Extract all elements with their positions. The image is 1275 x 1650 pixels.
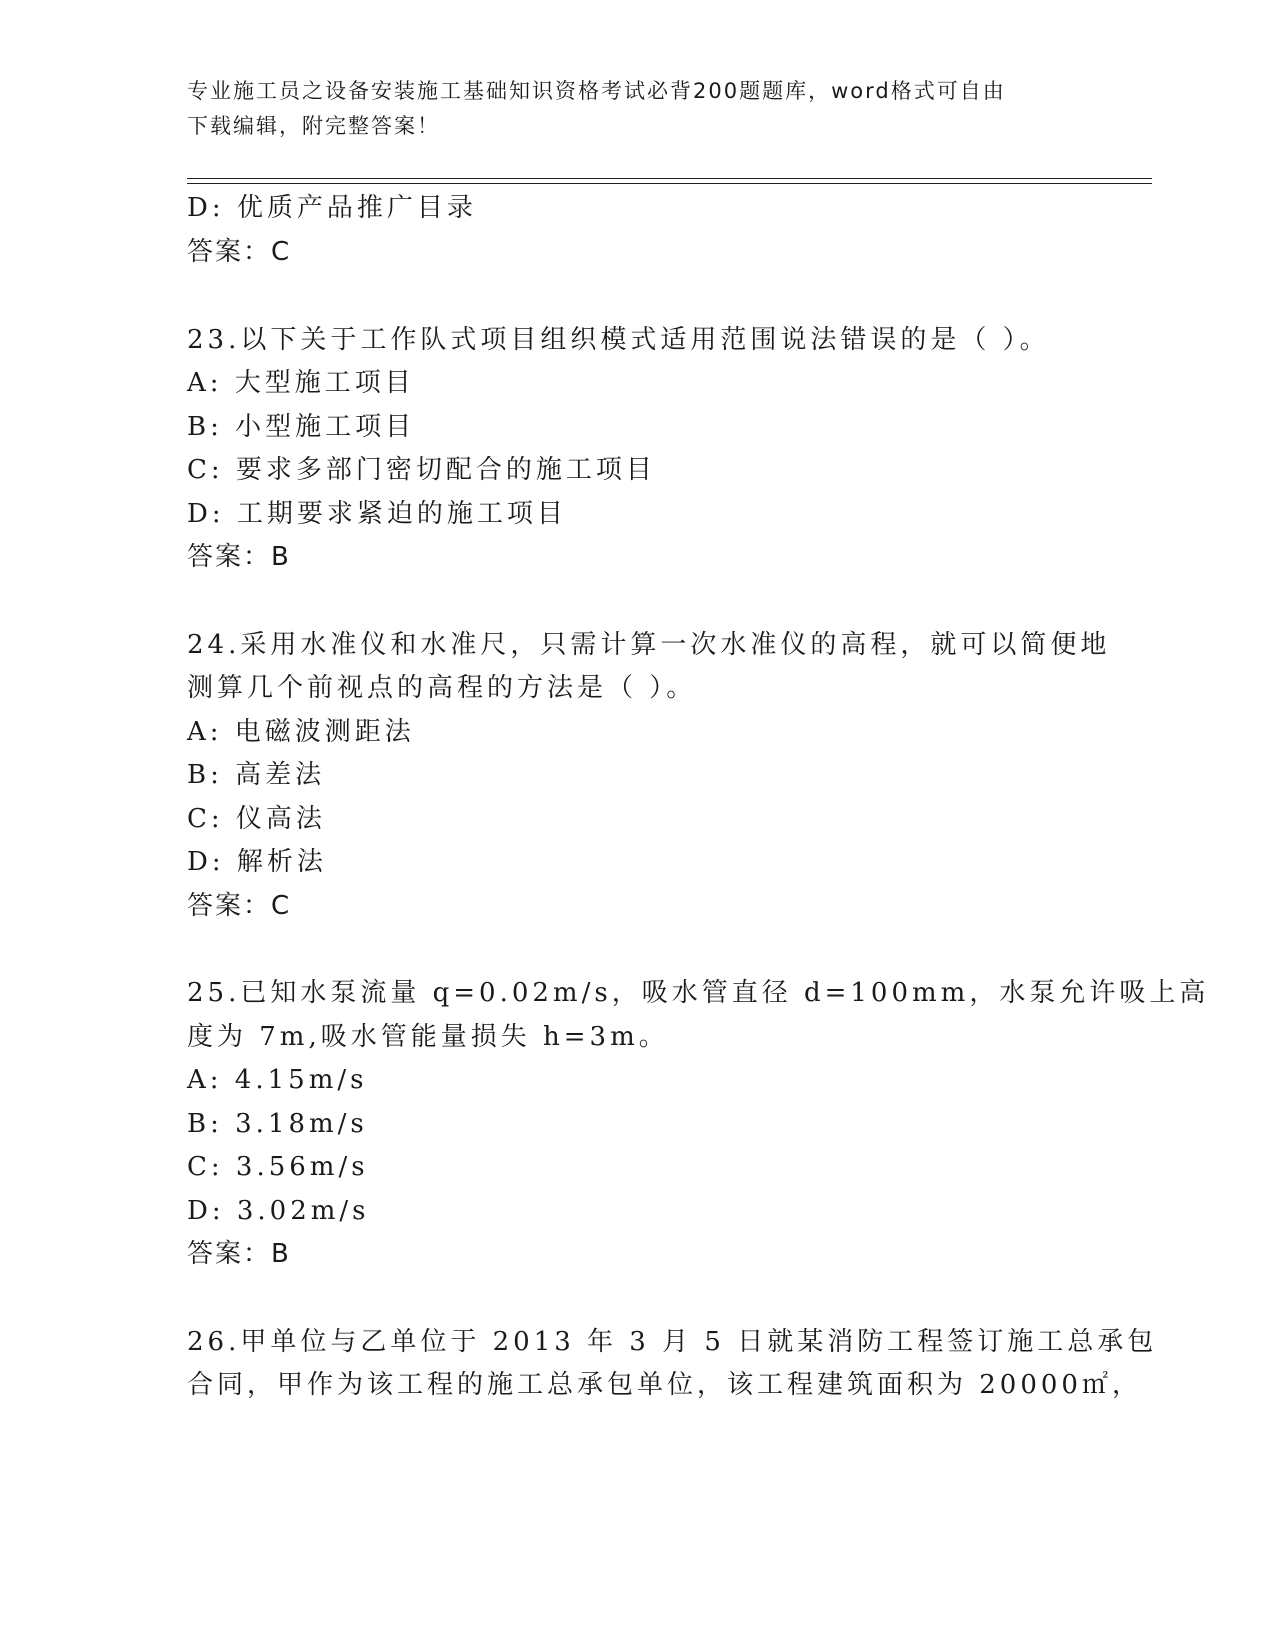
q24-answer: 答案：C: [187, 891, 292, 921]
q25-option-d: D: 3.02m/s: [187, 1196, 370, 1226]
q23-option-b: B: 小型施工项目: [187, 412, 416, 442]
q26-stem-line-2: 合同，甲作为该工程的施工总承包单位，该工程建筑面积为 20000㎡，: [187, 1370, 1142, 1400]
header-line-1: 专业施工员之设备安装施工基础知识资格考试必背200题题库，word格式可自由: [187, 79, 1006, 103]
q23-answer: 答案：B: [187, 542, 291, 572]
q24-stem-line-2: 测算几个前视点的高程的方法是（ ）。: [187, 673, 697, 703]
q25-stem-line-2: 度为 7m,吸水管能量损失 h=3m。: [187, 1022, 669, 1052]
document-header: [187, 74, 1067, 144]
q24-option-d: D: 解析法: [187, 847, 327, 877]
q23-option-a: A: 大型施工项目: [187, 368, 415, 398]
q26-stem-line-1: 26.甲单位与乙单位于 2013 年 3 月 5 日就某消防工程签订施工总承包: [187, 1327, 1158, 1357]
q24-option-a: A: 电磁波测距法: [187, 717, 415, 747]
q23-stem: 23.以下关于工作队式项目组织模式适用范围说法错误的是（ ）。: [187, 325, 1050, 355]
header-divider-top: [187, 178, 1152, 179]
q23-option-d: D: 工期要求紧迫的施工项目: [187, 499, 567, 529]
q24-stem-line-1: 24.采用水准仪和水准尺，只需计算一次水准仪的高程，就可以简便地: [187, 630, 1111, 660]
header-divider-bottom: [187, 183, 1152, 184]
q24-option-c: C: 仪高法: [187, 804, 326, 834]
q25-stem-line-1: 25.已知水泵流量 q=0.02m/s，吸水管直径 d=100mm，水泵允许吸上高: [187, 978, 1210, 1008]
prev-option-d: D: 优质产品推广目录: [187, 193, 477, 223]
q25-option-c: C: 3.56m/s: [187, 1152, 369, 1182]
prev-answer: 答案：C: [187, 237, 292, 267]
q24-option-b: B: 高差法: [187, 760, 326, 790]
q23-option-c: C: 要求多部门密切配合的施工项目: [187, 455, 656, 485]
q25-option-b: B: 3.18m/s: [187, 1109, 368, 1139]
q25-answer: 答案：B: [187, 1239, 291, 1269]
header-line-2: 下载编辑，附完整答案！: [187, 114, 440, 138]
q25-option-a: A: 4.15m/s: [187, 1065, 368, 1095]
